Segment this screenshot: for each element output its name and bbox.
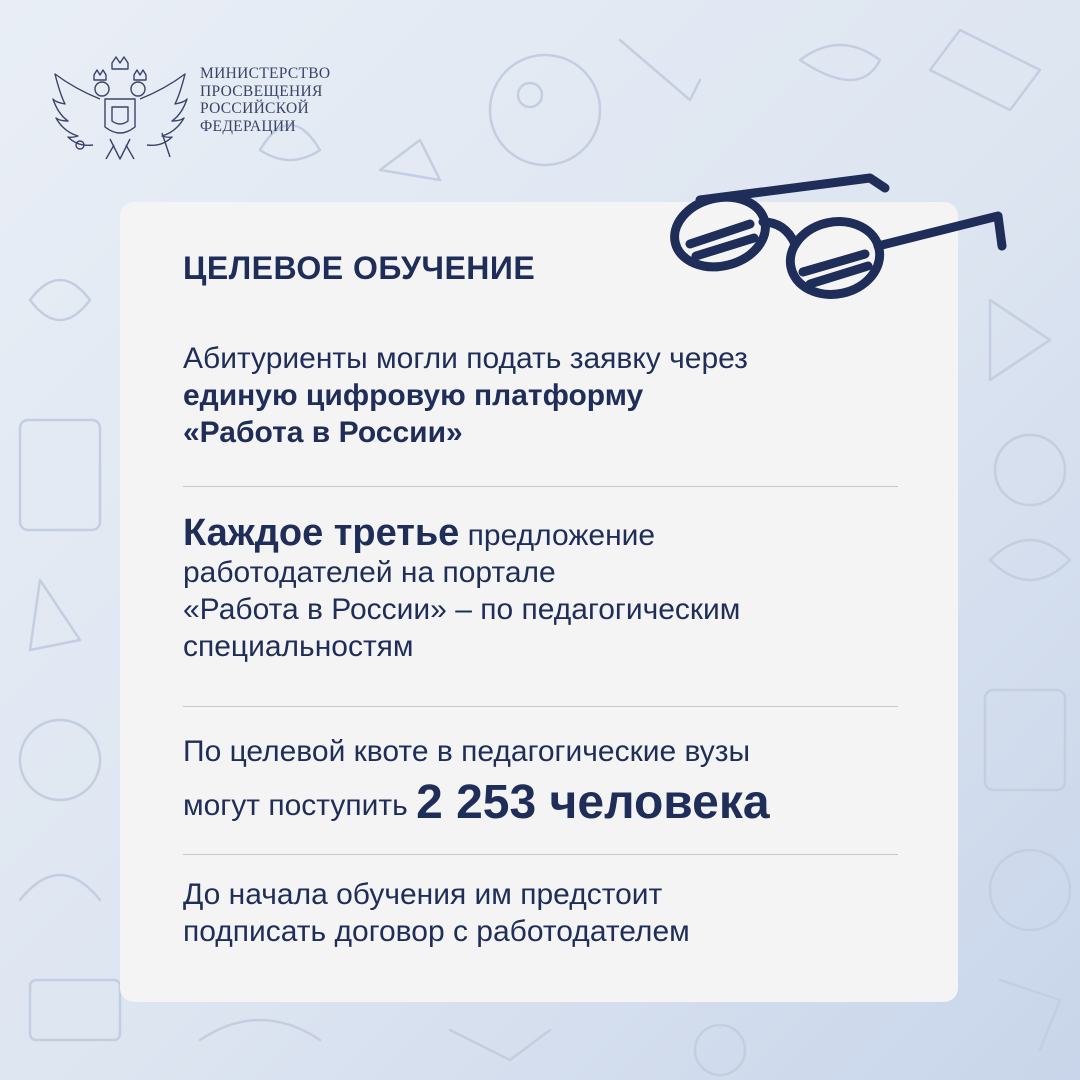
ministry-line: РОССИЙСКОЙ	[200, 100, 309, 117]
text-line-bold: единую цифровую платформу	[183, 379, 644, 412]
text-line: предложение	[467, 519, 656, 552]
glasses-icon	[660, 160, 1010, 310]
divider	[183, 854, 898, 855]
text-line: могут поступить	[183, 789, 408, 822]
text-line: «Работа в России» – по педагогическим	[183, 593, 741, 626]
block-quota	[183, 733, 903, 829]
text-line: До начала обучения им предстоит	[183, 878, 663, 911]
text-line-bold: «Работа в России»	[183, 416, 463, 449]
divider	[183, 486, 898, 487]
text-line: Абитуриенты могли подать заявку через	[183, 342, 748, 375]
block-platform	[183, 340, 903, 451]
text-line: специальностям	[183, 630, 414, 663]
text-line: По целевой квоте в педагогические вузы	[183, 735, 751, 768]
block-contract	[183, 876, 903, 950]
highlight-text: Каждое третье	[183, 512, 460, 554]
divider	[183, 706, 898, 707]
ministry-line: МИНИСТЕРСТВО	[200, 65, 331, 82]
ministry-line: ФЕДЕРАЦИИ	[200, 117, 296, 135]
highlight-number: 2 253 человека	[416, 776, 770, 829]
double-headed-eagle-icon	[50, 55, 190, 167]
card-title: ЦЕЛЕВОЕ ОБУЧЕНИЕ	[183, 250, 536, 286]
text-line: подписать договор с работодателем	[183, 915, 690, 948]
ministry-name	[200, 65, 330, 135]
ministry-header	[50, 55, 330, 167]
text-line: работодателей на портале	[183, 556, 556, 589]
ministry-line: ПРОСВЕЩЕНИЯ	[200, 82, 323, 100]
block-every-third	[183, 512, 903, 665]
